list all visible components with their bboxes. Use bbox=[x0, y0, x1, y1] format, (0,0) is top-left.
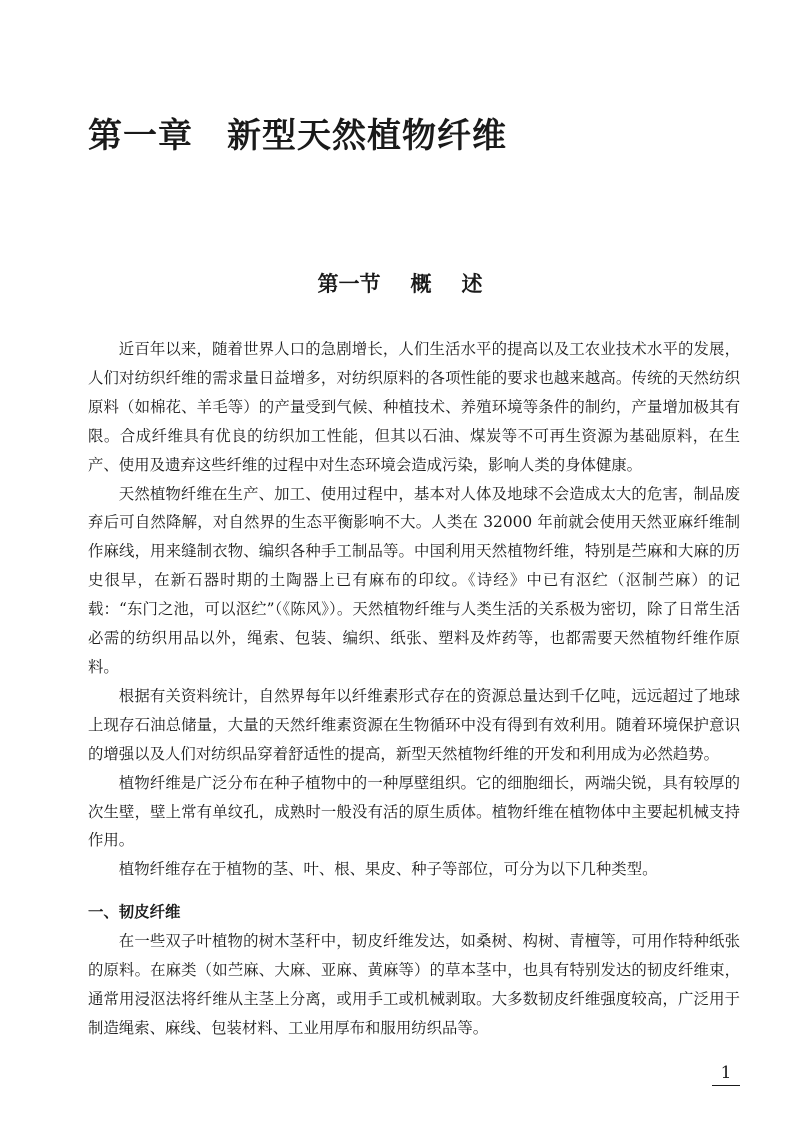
subsection-paragraph: 在一些双子叶植物的树木茎秆中，韧皮纤维发达，如桑树、构树、青檀等，可用作特种纸张的原料。在麻类（如苎麻、大麻、亚麻、黄麻等）的草本茎中，也具有特别发达的韧皮纤维束，通常用浸沤法将纤维从主茎上分离，或用手工或机械剥取。大多数韧皮纤维强度较高，广泛用于制造绳索、麻线、包装材料、工业用厚布和服用纺织品等。 bbox=[88, 932, 740, 1037]
paragraph-1: 近百年以来，随着世界人口的急剧增长，人们生活水平的提高以及工农业技术水平的发展，人们对纺织纤维的需求量日益增多，对纺织原料的各项性能的要求也越来越高。传统的天然纺织原料（如棉花、羊毛等）的产量受到气候、种植技术、养殖环境等条件的制约，产量增加极其有限。合成纤维具有优良的纺织加工性能，但其以石油、煤炭等不可再生资源为基础原料，在生产、使用及遗弃这些纤维的过程中对生态环境会造成污染，影响人类的身体健康。 bbox=[88, 340, 740, 474]
section-name-part1: 概 bbox=[410, 272, 432, 296]
section-title bbox=[0, 268, 800, 298]
paragraph-4: 植物纤维是广泛分布在种子植物中的一种厚壁组织。它的细胞细长，两端尖锐，具有较厚的次生壁，壁上常有单纹孔，成熟时一般没有活的原生质体。植物纤维在植物体中主要起机械支持作用。 bbox=[88, 773, 740, 850]
page-number: 1 bbox=[712, 1062, 740, 1086]
chapter-title bbox=[88, 108, 507, 157]
body-text bbox=[88, 335, 740, 1043]
section-number: 第一节 bbox=[317, 272, 381, 296]
paragraph-3: 根据有关资料统计，自然界每年以纤维素形式存在的资源总量达到千亿吨，远远超过了地球上现存石油总储量，大量的天然纤维素资源在生物循环中没有得到有效利用。随着环境保护意识的增强以及人们对纺织品穿着舒适性的提高，新型天然植物纤维的开发和利用成为必然趋势。 bbox=[88, 686, 740, 763]
subsection-heading: 一、韧皮纤维 bbox=[88, 903, 181, 922]
chapter-name: 新型天然植物纤维 bbox=[227, 116, 507, 156]
paragraph-5: 植物纤维存在于植物的茎、叶、根、果皮、种子等部位，可分为以下几种类型。 bbox=[118, 860, 658, 879]
paragraph-2: 天然植物纤维在生产、加工、使用过程中，基本对人体及地球不会造成太大的危害，制品废弃后可自然降解，对自然界的生态平衡影响不大。人类在 32000 年前就会使用天然亚麻纤维制作麻线，用来缝制衣物、编织各种手工制品等。中国利用天然植物纤维，特别是苎麻和大麻的历史很早，在新石器时期的土陶器上已有麻布的印纹。《诗经》中已有沤纻（沤制苎麻）的记载：“东门之池，可以沤纻”（《陈风》）。天然植物纤维与人类生活的关系极为密切，除了日常生活必需的纺织用品以外，绳索、包装、编织、纸张、塑料及炸药等，也都需要天然植物纤维作原料。 bbox=[88, 484, 740, 676]
section-name-part2: 述 bbox=[461, 272, 483, 296]
chapter-number: 第一章 bbox=[88, 116, 193, 156]
